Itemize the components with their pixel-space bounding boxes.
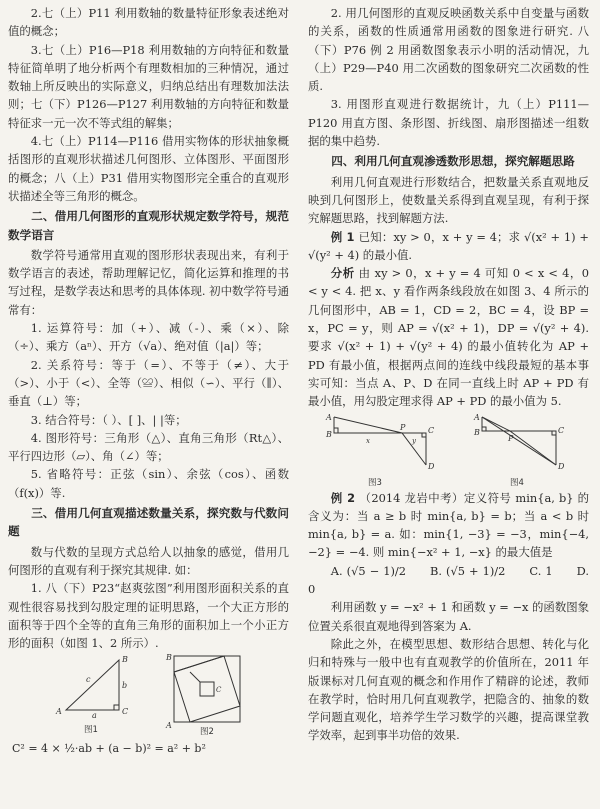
svg-text:b: b [121, 681, 127, 691]
svg-text:P: P [399, 422, 405, 432]
pythagorean-formula: C² = 4 × ½·ab + (a − b)² = a² + b² [12, 742, 206, 756]
section-heading: 三、借用几何直观描述数量关系，探究数与代数问题 [8, 506, 289, 539]
paragraph: 利用几何直观进行形数结合，把数量关系直观地反映到几何图形上，使数量关系得到直观呈现，有利于探究解题思路，找到解题方法. [308, 174, 589, 226]
svg-text:x: x [365, 436, 370, 445]
figure-1-caption: 图1 [83, 725, 98, 736]
svg-text:B: B [165, 653, 172, 663]
svg-text:P: P [507, 433, 513, 443]
example-1 [308, 228, 589, 265]
example-text: （2014 龙岩中考）定义符号 min{a, b} 的含义为：当 a ≥ b 时 min{a, b} = b；当 a < b 时 min{a, b} = a. 如：min{1, −3} = −3，min{−4, −2} = −4. 则 min{−x² + 1, −x} 的最大值是 [308, 490, 589, 560]
paragraph: 2.七（上）P11 利用数轴的数量特征形象表述绝对值的概念； [8, 6, 289, 39]
svg-text:a: a [91, 711, 97, 721]
svg-text:A: A [473, 412, 480, 422]
svg-text:y: y [411, 436, 416, 445]
analysis-label: 分析 [330, 266, 355, 281]
paragraph: 4.七（上）P114—P116 借用实物体的形状抽象概括图形的直观形状描述几何图形、立体图形、平面图形的概念；八（上）P31 借用实物图形完全重合的直观形状描述全等三角形的概念。 [8, 134, 289, 203]
paragraph: 数与代数的呈现方式总给人以抽象的感觉，借用几何图形的直观有利于探究其规律. 如： [8, 544, 289, 577]
list-item: 1. 运算符号：加（+）、减（-）、乘（×）、除（÷）、乘方（aⁿ）、开方（√a）、绝对值（|a|）等； [8, 321, 289, 354]
figure-3-caption: 图3 [367, 477, 382, 488]
svg-text:A: A [325, 412, 332, 422]
figures-1-2 [14, 652, 284, 736]
svg-text:D: D [427, 461, 434, 471]
answer-options: A. (√5 − 1)/2 B. (√5 + 1)/2 C. 1 D. 0 [308, 563, 589, 597]
paragraph: 除此之外，在模型思想、数形结合思想、转化与化归和特殊与一般中也有直观教学的价值所在，2011 年版课标对几何直观的概念和作用作了精辟的论述，教师在教学时，恰时用几何直观教学，把隐含的、抽象的数学问题直观化，培养学生学习数学的兴趣，提高课堂教学效率，起到事半功倍的效果. [308, 636, 589, 743]
svg-text:D: D [557, 461, 564, 471]
left-column [8, 4, 289, 759]
paragraph: 2. 用几何图形的直观反映函数关系中自变量与函数的关系，函数的性质通常用函数的图象进行研究. 八（下）P76 例 2 用函数图象表示小明的活动情况，九（上）P29—P40 用二次函数的图象研究二次函数的性质. [308, 6, 589, 94]
paragraph: 1. 八（下）P23“赵爽弦图”利用图形面积关系的直观性很容易找到勾股定理的证明思路，一个大正方形的面积等于四个全等的直角三角形的面积加上一个小正方形的面积（如图 1、2 所示）. [8, 581, 289, 651]
svg-text:B: B [325, 429, 332, 439]
section-heading: 四、利用几何直观渗透数形思想，探究解题思路 [331, 154, 575, 169]
svg-text:A: A [55, 707, 62, 717]
paragraph: 3.七（上）P16—P18 利用数轴的方向特征和数量特征简单明了地分析两个有理数相加的三种情况，通过数轴上所反映出的实际意义，归纳总结出有理数加法法则；七（下）P126—P127 利用数轴的方向特征和数量特征求一元一次不等式组的解集； [8, 42, 289, 130]
figure-3 [325, 413, 435, 488]
figure-4 [473, 413, 565, 488]
right-column [308, 4, 589, 745]
example-label: 例 2 [330, 490, 356, 505]
svg-text:C: C [557, 425, 564, 435]
analysis [308, 264, 589, 410]
figure-4-caption: 图4 [509, 477, 524, 488]
list-item: 3. 结合符号：（ ）、[ ]、| |等； [30, 412, 187, 427]
figure-2-zhao-shuang-diagram [165, 653, 240, 736]
figures-3-4 [314, 411, 584, 489]
list-item: 2. 关系符号：等于（=）、不等于（≠）、大于（>）、小于（<）、全等（≌）、相似（∽）、平行（∥）、垂直（⊥）等； [8, 357, 289, 409]
svg-text:B: B [473, 427, 480, 437]
svg-text:c: c [85, 675, 90, 685]
example-2 [308, 489, 589, 562]
paragraph: 利用函数 y = −x² + 1 和函数 y = −x 的函数图象位置关系很直观地得到答案为 A. [308, 600, 589, 633]
section-heading: 二、借用几何图形的直观形状规定数学符号，规范数学语言 [8, 209, 289, 242]
svg-text:B: B [121, 655, 128, 665]
svg-text:C: C [121, 707, 128, 717]
figure-2-caption: 图2 [199, 727, 214, 737]
analysis-text: 由 xy > 0，x + y = 4 可知 0 < x < 4，0 < y < 4. 把 x、y 看作两条线段放在如图 3、4 所示的几何图形中，AB = 1，CD = 2，BC = 4，设 BP = x，PC = y，则 AP = √(x² + 1)，DP = √(y² + 4). 要求 √(x² + 1) + √(y² + 4) 的最小值转化为 AP + PD 有最小值，根据两点间的连线中线段最短的基本事实可知：当点 A、P、D 在同一直线上时 AP + PD 有最小值，用勾股定理求得 AP + PD 的最小值为 5. [308, 266, 589, 409]
paragraph: 数学符号通常用直观的图形形状表现出来，有利于数学语言的表述，帮助理解记忆，简化运算和推理的书写过程，是数学表达和思考的具体体现. 初中数学符号通常有： [8, 247, 289, 317]
list-item: 5. 省略符号：正弦（sin）、余弦（cos）、函数（f(x)）等. [8, 467, 289, 500]
example-text: 已知：xy > 0，x + y = 4；求 √(x² + 1) + √(y² + 4) 的最小值. [308, 229, 589, 262]
paragraph: 3. 用图形直观进行数据统计，九（上）P111—P120 用直方图、条形图、折线图、扇形图描述一组数据的集中趋势. [308, 97, 589, 149]
svg-text:C: C [215, 686, 221, 695]
example-label: 例 1 [330, 229, 355, 244]
svg-text:A: A [165, 721, 172, 731]
svg-text:C: C [427, 425, 434, 435]
figure-1-triangle [55, 655, 128, 735]
list-item: 4. 图形符号：三角形（△）、直角三角形（Rt△）、平行四边形（▱）、角（∠）等； [8, 430, 289, 464]
